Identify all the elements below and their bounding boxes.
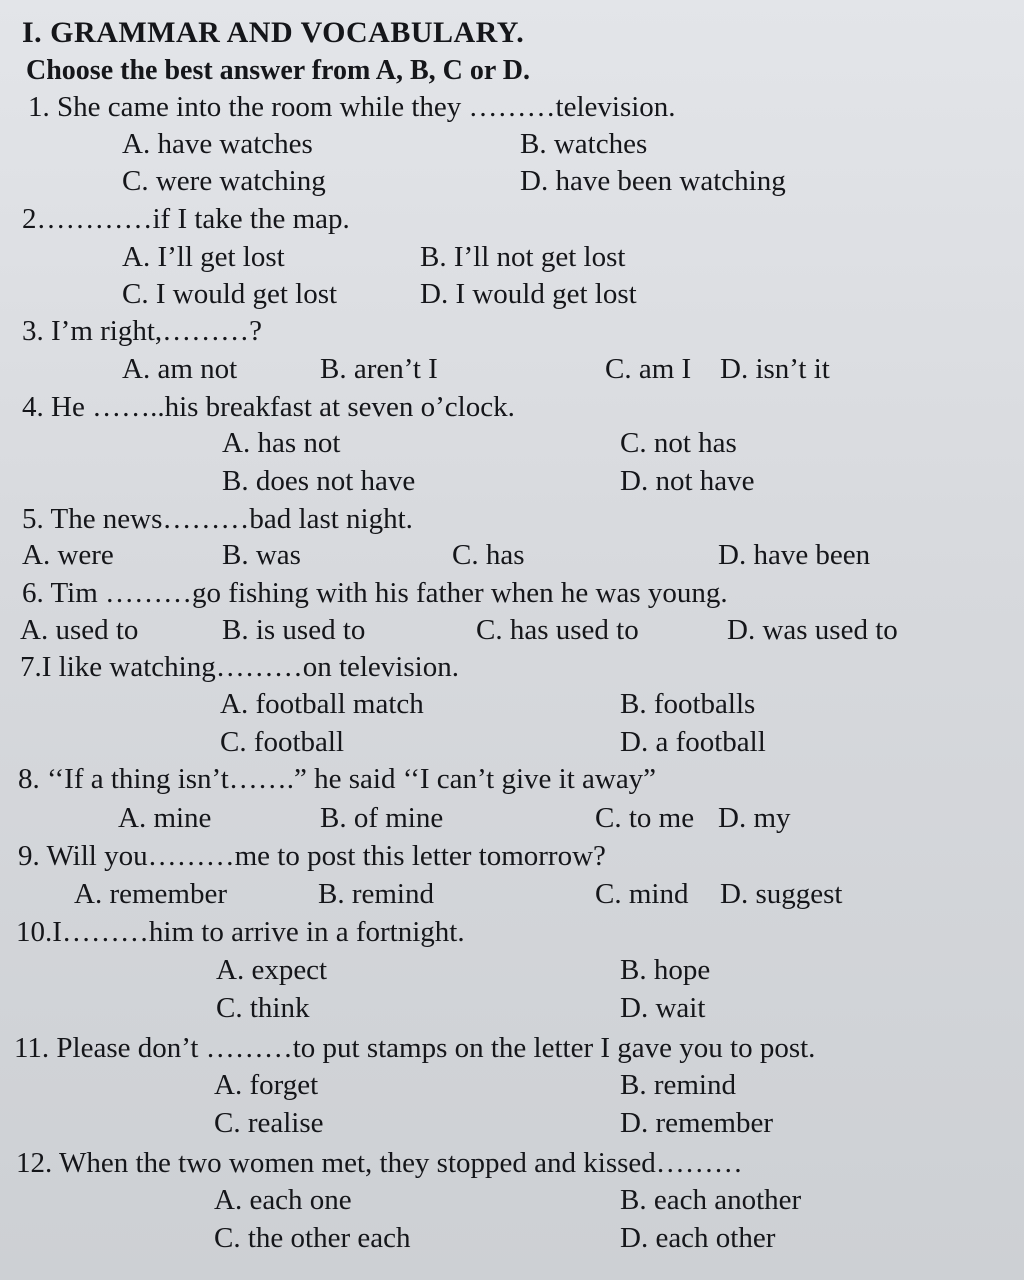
question-2-option-d: D. I would get lost bbox=[420, 278, 637, 310]
question-12-option-a: A. each one bbox=[214, 1184, 352, 1216]
question-7-option-a: A. football match bbox=[220, 688, 424, 720]
question-7-option-c: C. football bbox=[220, 726, 345, 758]
question-3-option-d: D. isn’t it bbox=[720, 353, 830, 385]
question-6-option-c: C. has used to bbox=[476, 614, 639, 646]
question-5-option-b: B. was bbox=[222, 539, 301, 571]
question-10-stem: 10.I………him to arrive in a fortnight. bbox=[16, 916, 465, 948]
question-8-option-b: B. of mine bbox=[320, 802, 444, 834]
question-9-option-c: C. mind bbox=[595, 878, 689, 910]
question-4-option-b: B. does not have bbox=[222, 465, 416, 497]
question-6-stem: 6. Tim ………go fishing with his father when he was young. bbox=[22, 577, 728, 609]
question-10-option-b: B. hope bbox=[620, 954, 711, 986]
question-2-option-c: C. I would get lost bbox=[122, 278, 338, 310]
question-5-stem: 5. The news………bad last night. bbox=[22, 503, 413, 535]
question-7-option-b: B. footballs bbox=[620, 688, 756, 720]
question-3-option-c: C. am I bbox=[605, 353, 692, 385]
question-2-option-a: A. I’ll get lost bbox=[122, 241, 285, 273]
question-5-option-a: A. were bbox=[22, 539, 114, 571]
section-heading: I. GRAMMAR AND VOCABULARY. bbox=[22, 16, 525, 49]
question-6-option-d: D. was used to bbox=[727, 614, 898, 646]
question-11-stem: 11. Please don’t ………to put stamps on the letter I gave you to post. bbox=[14, 1032, 816, 1064]
question-10-option-c: C. think bbox=[216, 992, 310, 1024]
question-4-option-c: C. not has bbox=[620, 427, 737, 459]
question-10-option-a: A. expect bbox=[216, 954, 328, 986]
question-3-option-b: B. aren’t I bbox=[320, 353, 438, 385]
question-9-option-a: A. remember bbox=[74, 878, 227, 910]
question-5-option-c: C. has bbox=[452, 539, 525, 571]
question-9-option-d: D. suggest bbox=[720, 878, 843, 910]
question-12-option-c: C. the other each bbox=[214, 1222, 411, 1254]
question-1-option-c: C. were watching bbox=[122, 165, 326, 197]
question-8-stem: 8. ‘‘If a thing isn’t…….” he said ‘‘I can’t give it away” bbox=[18, 763, 657, 795]
question-4-option-a: A. has not bbox=[222, 427, 341, 459]
question-1-option-a: A. have watches bbox=[122, 128, 313, 160]
question-3-stem: 3. I’m right,………? bbox=[22, 315, 263, 347]
question-2-stem: 2…………if I take the map. bbox=[22, 203, 350, 235]
question-3-option-a: A. am not bbox=[122, 353, 238, 385]
question-6-option-a: A. used to bbox=[20, 614, 139, 646]
question-1-option-b: B. watches bbox=[520, 128, 648, 160]
question-8-option-a: A. mine bbox=[118, 802, 212, 834]
question-12-option-b: B. each another bbox=[620, 1184, 802, 1216]
question-2-option-b: B. I’ll not get lost bbox=[420, 241, 626, 273]
question-11-option-c: C. realise bbox=[214, 1107, 324, 1139]
question-1-stem: 1. She came into the room while they ………television. bbox=[28, 91, 676, 123]
question-4-stem: 4. He ……..his breakfast at seven o’clock. bbox=[22, 391, 515, 423]
question-7-option-d: D. a football bbox=[620, 726, 766, 758]
question-6-option-b: B. is used to bbox=[222, 614, 366, 646]
question-11-option-a: A. forget bbox=[214, 1069, 319, 1101]
question-11-option-b: B. remind bbox=[620, 1069, 736, 1101]
question-9-stem: 9. Will you………me to post this letter tomorrow? bbox=[18, 840, 606, 872]
question-4-option-d: D. not have bbox=[620, 465, 755, 497]
question-5-option-d: D. have been bbox=[718, 539, 871, 571]
question-10-option-d: D. wait bbox=[620, 992, 706, 1024]
question-11-option-d: D. remember bbox=[620, 1107, 773, 1139]
question-9-option-b: B. remind bbox=[318, 878, 434, 910]
question-12-stem: 12. When the two women met, they stopped and kissed……… bbox=[16, 1147, 743, 1179]
question-8-option-c: C. to me bbox=[595, 802, 695, 834]
question-1-option-d: D. have been watching bbox=[520, 165, 786, 197]
instruction: Choose the best answer from A, B, C or D. bbox=[26, 55, 530, 86]
question-7-stem: 7.I like watching………on television. bbox=[20, 651, 459, 683]
question-8-option-d: D. my bbox=[718, 802, 791, 834]
question-12-option-d: D. each other bbox=[620, 1222, 776, 1254]
